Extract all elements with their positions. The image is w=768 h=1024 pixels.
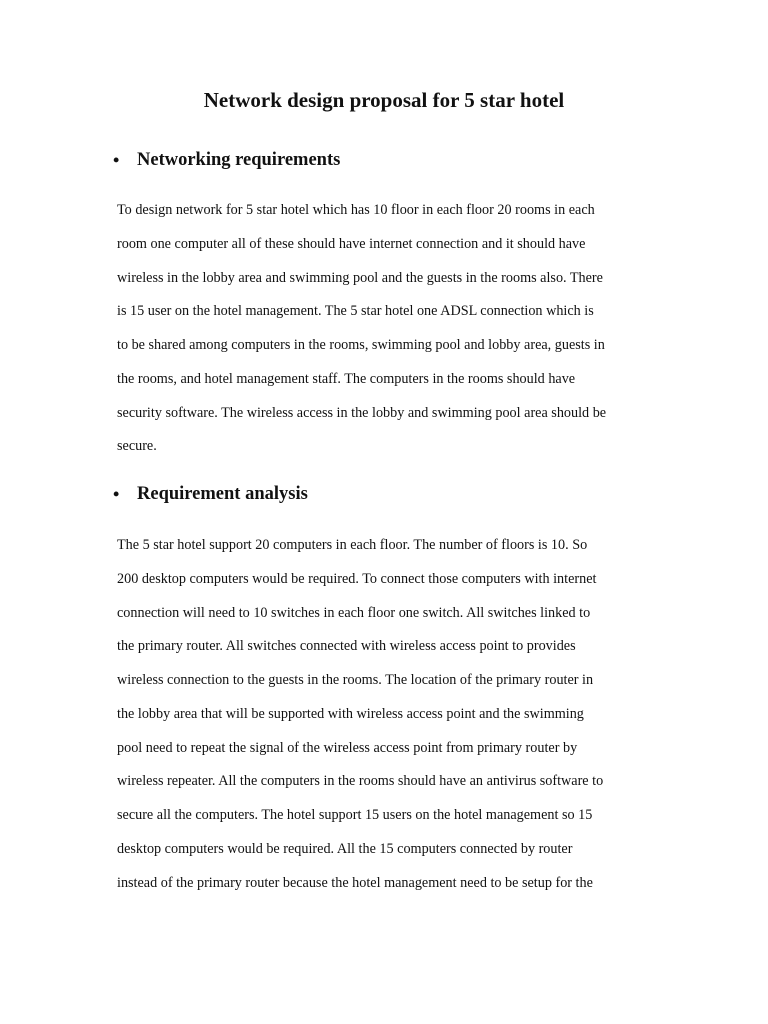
paragraph-line: is 15 user on the hotel management. The 5 star hotel one ADSL connection which is — [117, 303, 594, 320]
section-heading-text: Networking requirements — [137, 150, 341, 170]
document-title: Network design proposal for 5 star hotel — [203, 88, 565, 112]
paragraph-line: wireless connection to the guests in the rooms. The location of the primary router in — [117, 672, 594, 688]
paragraph-line: desktop computers would be required. All the 15 computers connected by router — [117, 840, 573, 857]
paragraph-line: security software. The wireless access in the lobby and swimming pool area should be — [117, 404, 607, 421]
paragraph-line: connection will need to 10 switches in each floor one switch. All switches linked to — [117, 604, 591, 621]
section-heading-networking-requirements — [113, 148, 341, 172]
paragraph-line: the rooms, and hotel management staff. The computers in the rooms should have — [117, 370, 576, 387]
section-heading-requirement-analysis — [113, 482, 308, 506]
paragraph-line: instead of the primary router because the hotel management need to be setup for the — [117, 874, 593, 891]
paragraph-line: the lobby area that will be supported with wireless access point and the swimming — [117, 705, 584, 722]
paragraph-line: 200 desktop computers would be required. To connect those computers with internet — [117, 570, 597, 587]
paragraph-line: room one computer all of these should have internet connection and it should have — [117, 235, 586, 252]
paragraph-line: to be shared among computers in the rooms, swimming pool and lobby area, guests in — [117, 337, 605, 353]
paragraph-line: secure. — [117, 438, 157, 455]
paragraph-line: pool need to repeat the signal of the wireless access point from primary router by — [117, 739, 578, 756]
paragraph-line: wireless in the lobby area and swimming pool and the guests in the rooms also. There — [117, 269, 603, 286]
paragraph-networking-requirements — [117, 194, 677, 464]
bullet-icon: • — [113, 484, 120, 504]
paragraph-line: The 5 star hotel support 20 computers in each floor. The number of floors is 10. So — [117, 537, 588, 553]
paragraph-line: To design network for 5 star hotel which has 10 floor in each floor 20 rooms in each — [117, 202, 595, 218]
section-heading-text: Requirement analysis — [137, 484, 308, 504]
paragraph-line: secure all the computers. The hotel support 15 users on the hotel management so 15 — [117, 807, 593, 823]
paragraph-line: the primary router. All switches connected with wireless access point to provides — [117, 638, 576, 655]
bullet-icon: • — [113, 150, 120, 170]
paragraph-line: wireless repeater. All the computers in the rooms should have an antivirus software to — [117, 773, 604, 790]
paragraph-requirement-analysis — [117, 529, 677, 900]
